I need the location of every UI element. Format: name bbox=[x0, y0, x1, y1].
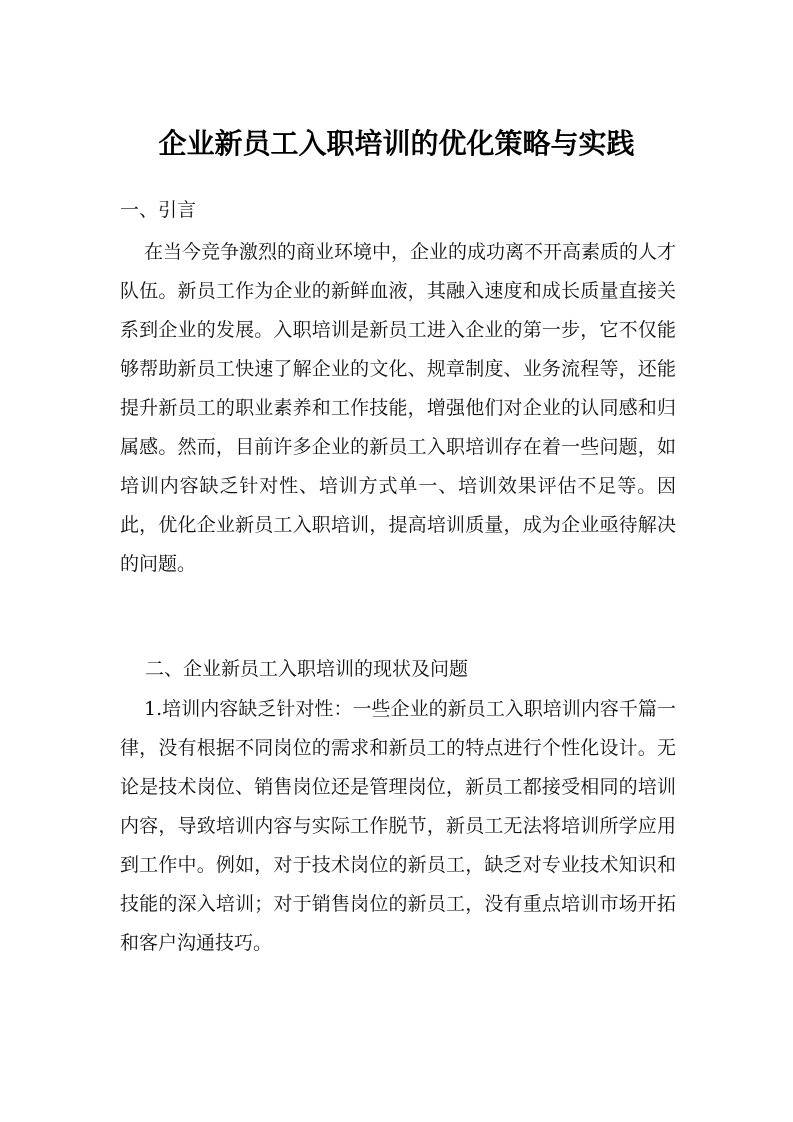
section-heading-status-problems: 二、企业新员工入职培训的现状及问题 bbox=[145, 658, 469, 680]
introduction-paragraph: 在当今竞争激烈的商业环境中，企业的成功离不开高素质的人才队伍。新员工作为企业的新鲜血液，其融入速度和成长质量直接关系到企业的发展。入职培训是新员工进入企业的第一步，它不仅能够帮助新员工快速了解企业的文化、规章制度、业务流程等，还能提升新员工的职业素养和工作技能，增强他们对企业的认同感和归属感。然而，目前许多企业的新员工入职培训存在着一些问题，如培训内容缺乏针对性、培训方式单一、培训效果评估不足等。因此，优化企业新员工入职培训，提高培训质量，成为企业亟待解决的问题。 bbox=[120, 241, 677, 575]
section-heading-introduction: 一、引言 bbox=[120, 199, 197, 221]
status-problems-paragraph: 1.培训内容缺乏针对性：一些企业的新员工入职培训内容千篇一律，没有根据不同岗位的需求和新员工的特点进行个性化设计。无论是技术岗位、销售岗位还是管理岗位，新员工都接受相同的培训内容，导致培训内容与实际工作脱节，新员工无法将培训所学应用到工作中。例如，对于技术岗位的新员工，缺乏对专业技术知识和技能的深入培训；对于销售岗位的新员工，没有重点培训市场开拓和客户沟通技巧。 bbox=[120, 698, 676, 954]
document-title: 企业新员工入职培训的优化策略与实践 bbox=[158, 127, 635, 160]
